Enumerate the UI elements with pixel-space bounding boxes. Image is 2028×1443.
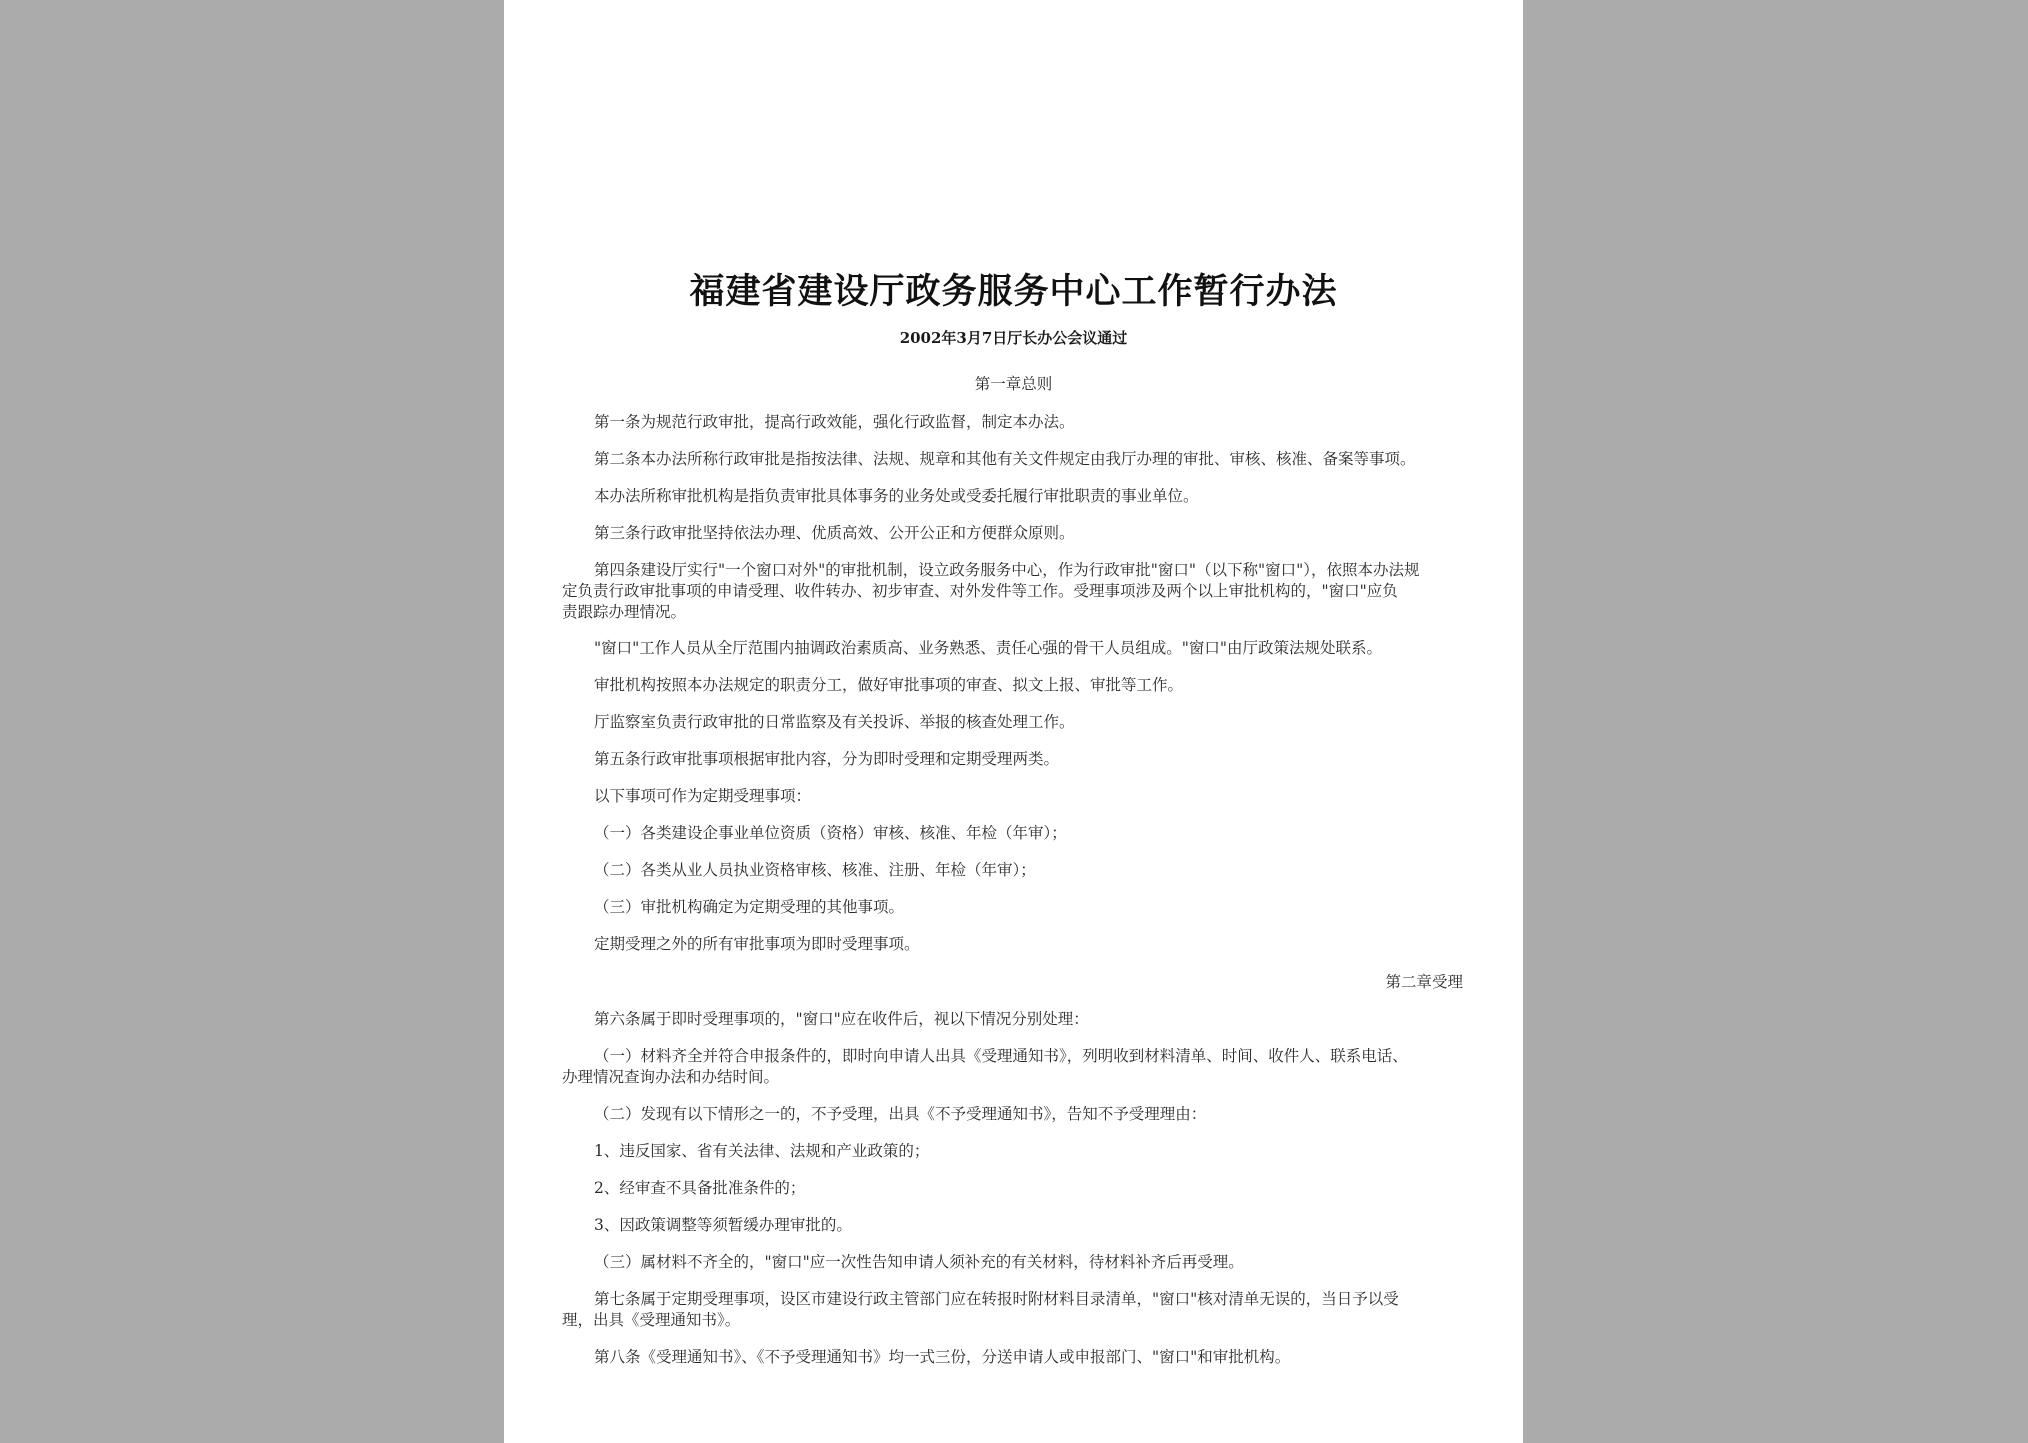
paragraph-line: 第四条建设厅实行"一个窗口对外"的审批机制，设立政务服务中心，作为行政审批"窗口"（以下称"窗口"），依照本办法规 (594, 561, 1420, 579)
paragraph-line: 办理情况查询办法和办结时间。 (562, 1068, 780, 1086)
paragraph: 第一条为规范行政审批，提高行政效能，强化行政监督，制定本办法。 (594, 413, 1075, 431)
paragraph: 第八条《受理通知书》、《不予受理通知书》均一式三份，分送申请人或申报部门、"窗口"和审批机构。 (594, 1348, 1291, 1366)
paragraph: 第三条行政审批坚持依法办理、优质高效、公开公正和方便群众原则。 (594, 524, 1075, 542)
paragraph-line: （一）材料齐全并符合申报条件的，即时向申请人出具《受理通知书》，列明收到材料清单、时间、收件人、联系电话、 (594, 1047, 1408, 1065)
document-title: 福建省建设厅政务服务中心工作暂行办法 (689, 271, 1338, 312)
paragraph-line: 定负责行政审批事项的申请受理、收件转办、初步审查、对外发件等工作。受理事项涉及两个以上审批机构的，"窗口"应负 (562, 582, 1398, 600)
list-item: 3、因政策调整等须暂缓办理审批的。 (594, 1216, 852, 1234)
list-item: 2、经审查不具备批准条件的； (594, 1179, 806, 1197)
paragraph-line: 责跟踪办理情况。 (562, 603, 687, 621)
paragraph: 第六条属于即时受理事项的，"窗口"应在收件后，视以下情况分别处理： (594, 1010, 1089, 1028)
paragraph: 本办法所称审批机构是指负责审批具体事务的业务处或受委托履行审批职责的事业单位。 (594, 487, 1199, 505)
paragraph: 定期受理之外的所有审批事项为即时受理事项。 (594, 935, 920, 953)
list-item: （一）各类建设企事业单位资质（资格）审核、核准、年检（年审）； (594, 824, 1067, 842)
paragraph-line: 理，出具《受理通知书》。 (562, 1311, 741, 1329)
paragraph: （三）属材料不齐全的，"窗口"应一次性告知申请人须补充的有关材料，待材料补齐后再受理。 (594, 1253, 1244, 1271)
list-item: 1、违反国家、省有关法律、法规和产业政策的； (594, 1142, 930, 1160)
paragraph: 以下事项可作为定期受理事项： (594, 787, 812, 805)
list-item: （三）审批机构确定为定期受理的其他事项。 (594, 898, 905, 916)
chapter-heading: 第二章受理 (1385, 973, 1463, 991)
chapter-heading: 第一章总则 (974, 375, 1053, 393)
document-subtitle: 2002年3月7日厅长办公会议通过 (899, 329, 1128, 347)
paragraph: 第二条本办法所称行政审批是指按法律、法规、规章和其他有关文件规定由我厅办理的审批、审核、核准、备案等事项。 (594, 450, 1416, 468)
paragraph-line: 第七条属于定期受理事项，设区市建设行政主管部门应在转报时附材料目录清单，"窗口"核对清单无误的，当日予以受 (594, 1290, 1399, 1308)
list-item: （二）各类从业人员执业资格审核、核准、注册、年检（年审）； (594, 861, 1036, 879)
paragraph: 第五条行政审批事项根据审批内容，分为即时受理和定期受理两类。 (594, 750, 1060, 768)
paragraph: "窗口"工作人员从全厅范围内抽调政治素质高、业务熟悉、责任心强的骨干人员组成。"窗口"由厅政策法规处联系。 (594, 639, 1383, 657)
document-page (504, 0, 1523, 1443)
paragraph: 审批机构按照本办法规定的职责分工，做好审批事项的审查、拟文上报、审批等工作。 (594, 676, 1184, 694)
paragraph: 厅监察室负责行政审批的日常监察及有关投诉、举报的核查处理工作。 (594, 713, 1075, 731)
paragraph: （二）发现有以下情形之一的，不予受理，出具《不予受理通知书》，告知不予受理理由： (594, 1105, 1207, 1123)
